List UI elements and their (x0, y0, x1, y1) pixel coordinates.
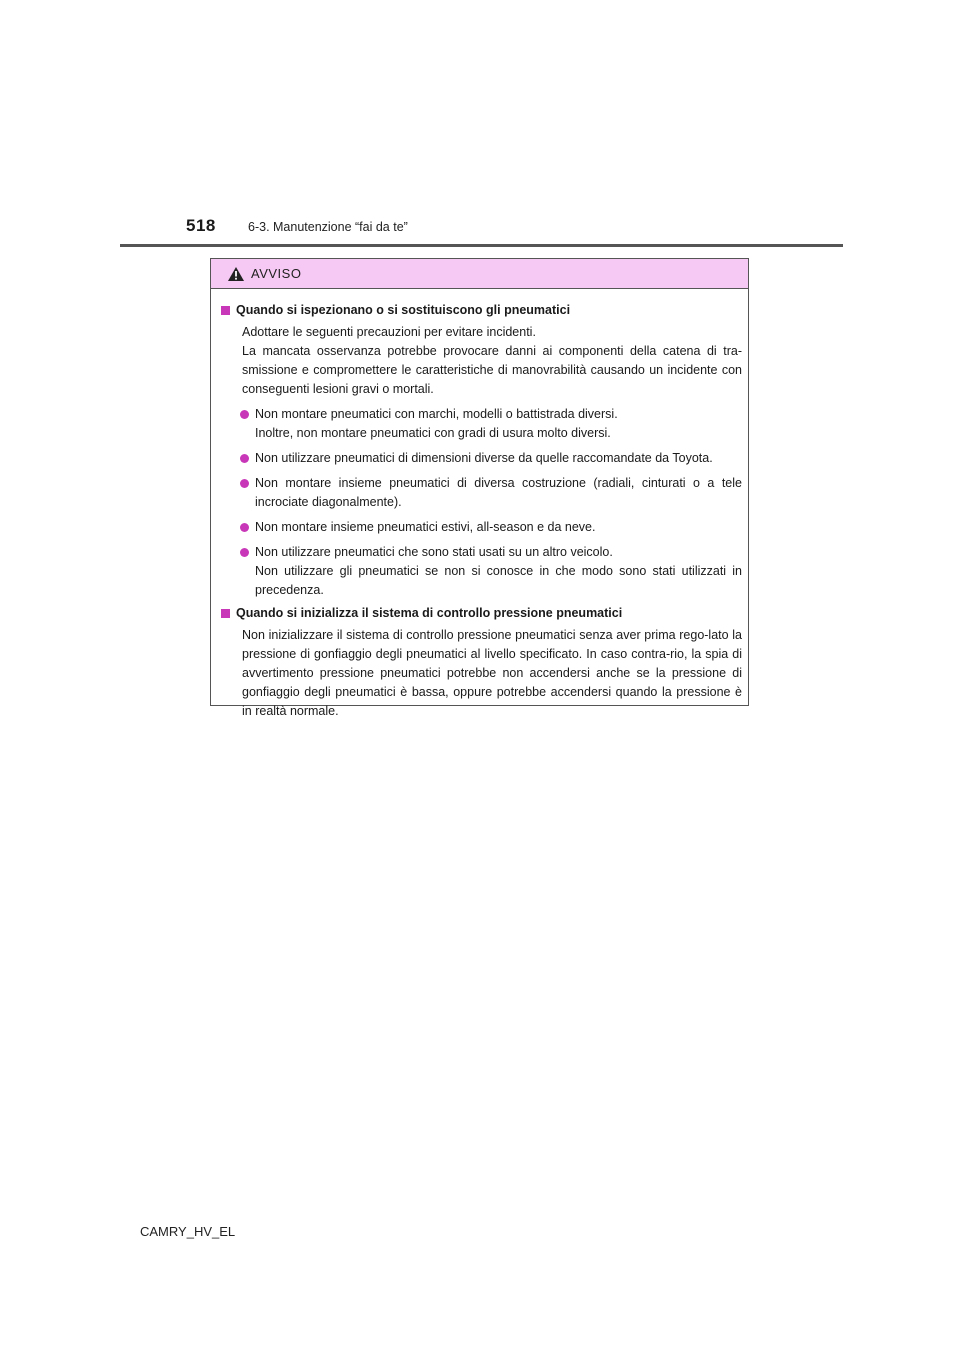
warning-triangle-icon (227, 266, 245, 282)
warning-label: AVVISO (251, 266, 302, 281)
list-item-line: Non montare insieme pneumatici di diversa costruzione (radiali, cinturati o a tele incrociate diagonalmente). (255, 476, 742, 509)
header-divider (120, 244, 843, 247)
list-item-line: Non utilizzare pneumatici di dimensioni diverse da quelle raccomandate da Toyota. (255, 451, 713, 465)
section-title: 6-3. Manutenzione “fai da te” (248, 220, 408, 234)
round-bullet-icon (240, 410, 249, 419)
round-bullet-icon (240, 479, 249, 488)
square-bullet-icon (221, 306, 230, 315)
round-bullet-icon (240, 548, 249, 557)
list-item (221, 474, 742, 512)
list-item (221, 449, 742, 468)
warning-box (210, 258, 749, 718)
intro-line: La mancata osservanza potrebbe provocare danni ai componenti della catena di tra-smissione e compromettere le caratteristiche di manovrabilità causando un incidente con conseguenti lesioni gravi o mortali. (242, 344, 742, 396)
list-item-line: Non utilizzare pneumatici che sono stati usati su un altro veicolo. (255, 545, 613, 559)
list-item-line: Non montare pneumatici con marchi, modelli o battistrada diversi. (255, 407, 618, 421)
list-item-line: Non utilizzare gli pneumatici se non si conosce in che modo sono stati utilizzati in precedenza. (255, 564, 742, 597)
intro-line: Adottare le seguenti precauzioni per evitare incidenti. (242, 325, 536, 339)
list-item (221, 405, 742, 443)
round-bullet-icon (240, 523, 249, 532)
square-bullet-icon (221, 609, 230, 618)
list-item (221, 543, 742, 600)
list-item-line: Non montare insieme pneumatici estivi, all-season e da neve. (255, 520, 596, 534)
section-heading-tire-inspection (221, 301, 742, 320)
footer-document-code: CAMRY_HV_EL (140, 1224, 236, 1239)
list-item-line: Inoltre, non montare pneumatici con gradi di usura molto diversi. (255, 426, 611, 440)
section-heading-text: Quando si ispezionano o si sostituiscono gli pneumatici (236, 303, 571, 317)
pressure-text: Non inizializzare il sistema di controllo pressione pneumatici senza aver prima rego-lato la pressione di gonfiaggio degli pneumatici al livello specificato. In caso contra-rio, la spia di avvertimento pressione pneumatici potrebbe non accendersi anche se la pressione di gonfiaggio degli pneumatici è bassa, oppure potrebbe accendersi quando la pressione è in realtà normale. (242, 628, 742, 718)
warning-header (211, 259, 748, 289)
page-number: 518 (186, 216, 216, 235)
intro-paragraph (221, 323, 742, 399)
section-heading-text: Quando si inizializza il sistema di controllo pressione pneumatici (236, 606, 623, 620)
section-heading-pressure-system (221, 604, 742, 623)
round-bullet-icon (240, 454, 249, 463)
warning-body (211, 289, 748, 721)
list-item (221, 518, 742, 537)
pressure-paragraph (221, 626, 742, 721)
